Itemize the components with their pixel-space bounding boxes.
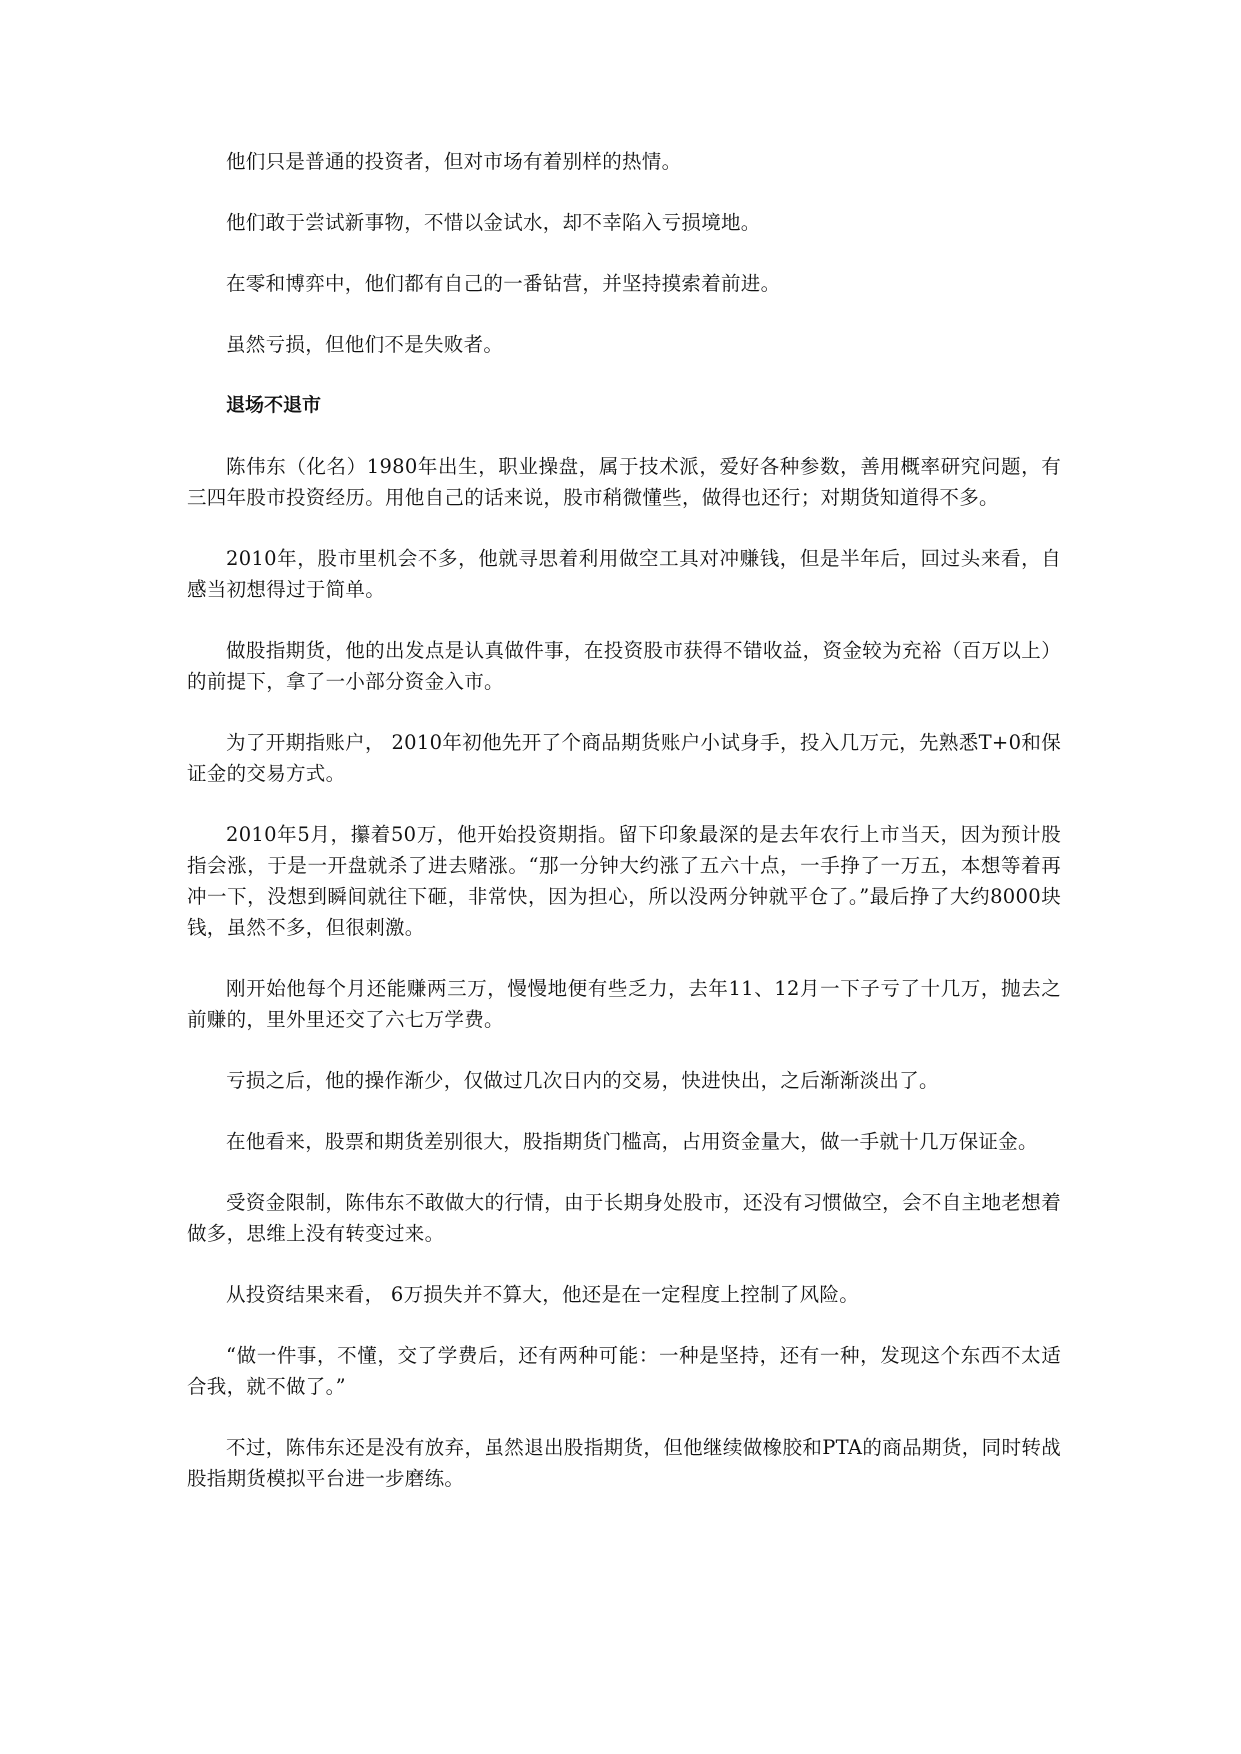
body-paragraph: 在他看来，股票和期货差别很大，股指期货门槛高，占用资金量大，做一手就十几万保证金。 bbox=[226, 1130, 1038, 1153]
body-paragraph: 为了开期指账户， 2010年初他先开了个商品期货账户小试身手，投入几万元，先熟悉T+0和保证金的交易方式。 bbox=[187, 731, 1061, 785]
intro-paragraph: 他们敢于尝试新事物，不惜以金试水，却不幸陷入亏损境地。 bbox=[226, 211, 761, 234]
intro-paragraph: 他们只是普通的投资者，但对市场有着别样的热情。 bbox=[226, 150, 682, 173]
body-paragraph: 2010年，股市里机会不多，他就寻思着利用做空工具对冲赚钱，但是半年后，回过头来看，自感当初想得过于简单。 bbox=[187, 547, 1061, 601]
body-paragraph: 从投资结果来看， 6万损失并不算大，他还是在一定程度上控制了风险。 bbox=[226, 1283, 860, 1306]
body-paragraph: 受资金限制，陈伟东不敢做大的行情，由于长期身处股市，还没有习惯做空，会不自主地老想着做多，思维上没有转变过来。 bbox=[187, 1191, 1061, 1245]
body-paragraph: 亏损之后，他的操作渐少，仅做过几次日内的交易，快进快出，之后渐渐淡出了。 bbox=[226, 1069, 939, 1092]
article-body bbox=[187, 146, 1061, 1524]
body-paragraph: 做股指期货，他的出发点是认真做件事，在投资股市获得不错收益，资金较为充裕（百万以上）的前提下，拿了一小部分资金入市。 bbox=[187, 639, 1061, 693]
section-heading: 退场不退市 bbox=[226, 394, 322, 416]
body-paragraph: “做一件事，不懂，交了学费后，还有两种可能：一种是坚持，还有一种，发现这个东西不太适合我，就不做了。” bbox=[187, 1344, 1061, 1398]
body-paragraph: 陈伟东（化名）1980年出生，职业操盘，属于技术派，爱好各种参数，善用概率研究问题，有三四年股市投资经历。用他自己的话来说，股市稍微懂些，做得也还行；对期货知道得不多。 bbox=[187, 455, 1061, 509]
intro-paragraph: 虽然亏损，但他们不是失败者。 bbox=[226, 333, 504, 356]
body-paragraph: 不过，陈伟东还是没有放弃，虽然退出股指期货，但他继续做橡胶和PTA的商品期货，同时转战股指期货模拟平台进一步磨练。 bbox=[187, 1436, 1061, 1490]
body-paragraph: 刚开始他每个月还能赚两三万，慢慢地便有些乏力，去年11、12月一下子亏了十几万，抛去之前赚的，里外里还交了六七万学费。 bbox=[187, 977, 1061, 1031]
intro-paragraph: 在零和博弈中，他们都有自己的一番钻营，并坚持摸索着前进。 bbox=[226, 272, 781, 295]
body-paragraph: 2010年5月，攥着50万，他开始投资期指。留下印象最深的是去年农行上市当天，因为预计股指会涨，于是一开盘就杀了进去赌涨。“那一分钟大约涨了五六十点，一手挣了一万五，本想等着再冲一下，没想到瞬间就往下砸，非常快，因为担心，所以没两分钟就平仓了。”最后挣了大约8000块钱，虽然不多，但很刺激。 bbox=[187, 823, 1061, 939]
